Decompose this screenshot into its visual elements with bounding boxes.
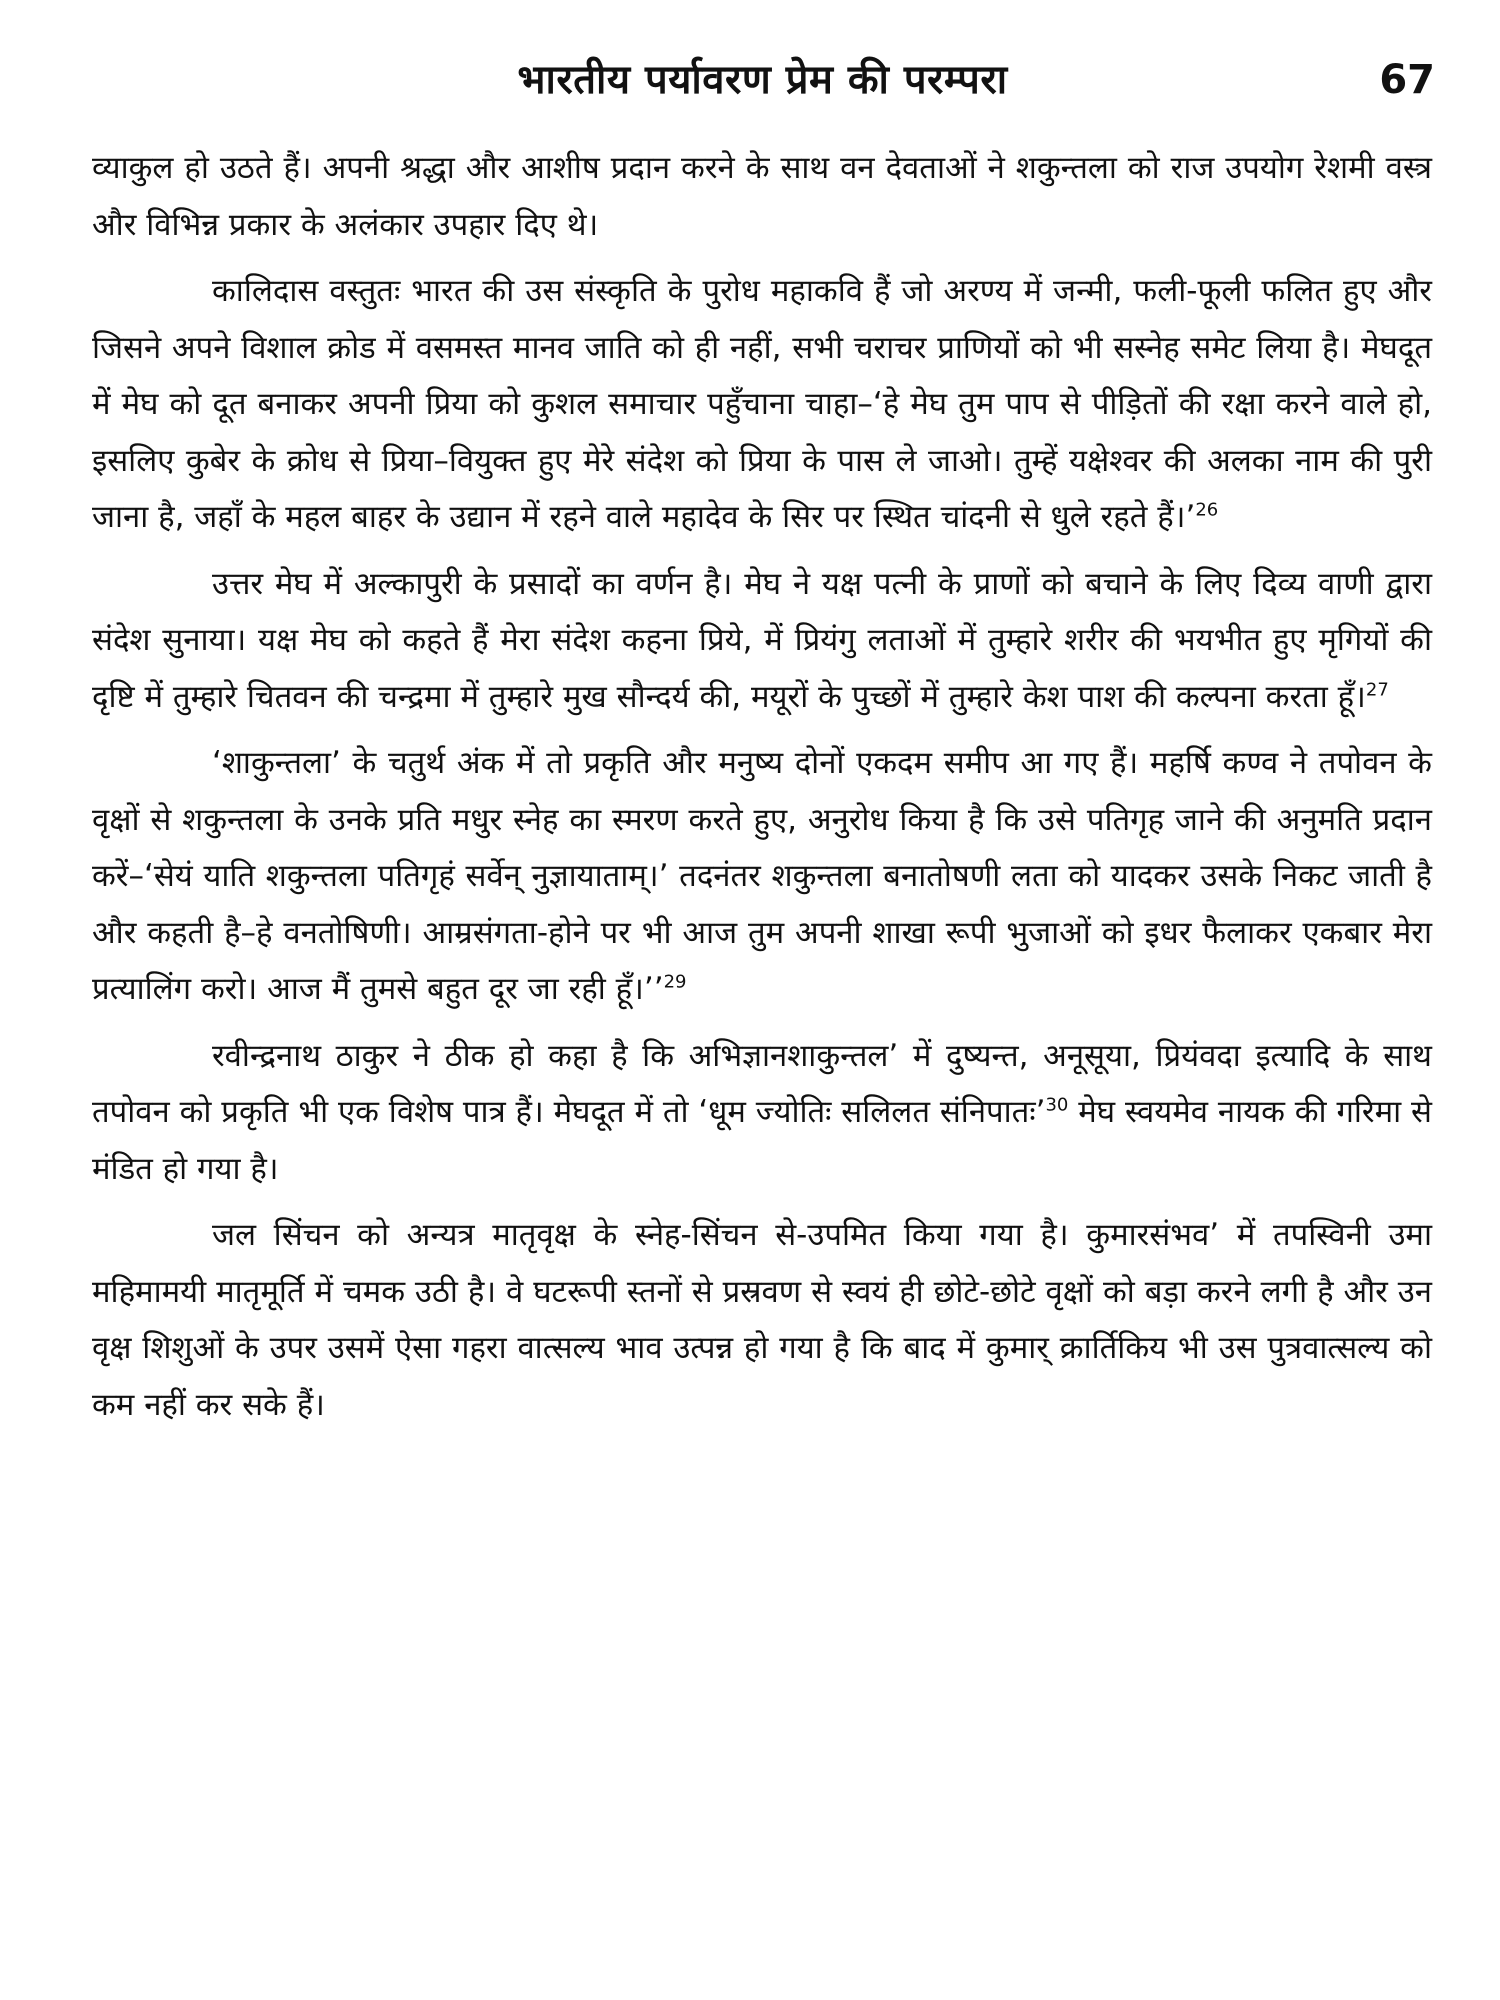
running-title: भारतीय पर्यावरण प्रेम की परम्परा: [517, 57, 1008, 103]
paragraph-1: [92, 140, 1432, 253]
paragraph-text: जल सिंचन को अन्यत्र मातृवृक्ष के स्नेह-सिंचन से-उपमित किया गया है। कुमारसंभव’ में तपस्विनी उमा महिमामयी मातृमूर्ति में चमक उठी है। वे घटरूपी स्तनों से प्रस्रवण से स्वयं ही छोटे-छोटे वृक्षों को बड़ा करने लगी है और उन वृक्ष शिशुओं के उपर उसमें ऐसा गहरा वात्सल्य भाव उत्पन्न हो गया है कि बाद में कुमार् क्रार्तिकिय भी उस पुत्रवात्सल्य को कम नहीं कर सके हैं।: [92, 1217, 1432, 1423]
paragraph-4: [92, 735, 1432, 1018]
footnote-ref-26: 26: [1195, 499, 1219, 521]
footnote-ref-27: 27: [1365, 679, 1389, 701]
paragraph-3: [92, 556, 1432, 726]
footnote-ref-30: 30: [1045, 1094, 1069, 1116]
page-header: [90, 50, 1435, 120]
paragraph-6: [92, 1207, 1432, 1433]
paragraph-text: व्याकुल हो उठते हैं। अपनी श्रद्धा और आशीष प्रदान करने के साथ वन देवताओं ने शकुन्तला को राज उपयोग रेशमी वस्त्र और विभिन्न प्रकार के अलंकार उपहार दिए थे।: [92, 150, 1432, 243]
footnote-ref-29: 29: [663, 971, 687, 993]
body-text: [92, 140, 1432, 1443]
paragraph-text: ‘शाकुन्तला’ के चतुर्थ अंक में तो प्रकृति और मनुष्य दोनों एकदम समीप आ गए हैं। महर्षि कण्व ने तपोवन के वृक्षों से शकुन्तला के उनके प्रति मधुर स्नेह का स्मरण करते हुए, अनुरोध किया है कि उसे पतिगृह जाने की अनुमति प्रदान करें–‘सेयं याति शकुन्तला पतिगृहं सर्वेन् नुज्ञायाताम्।’ तदनंतर शकुन्तला बनातोषणी लता को यादकर उसके निकट जाती है और कहती है–हे वनतोषिणी। आम्रसंगता-होने पर भी आज तुम अपनी शाखा रूपी भुजाओं को इधर फैलाकर एकबार मेरा प्रत्यालिंग करो। आज मैं तुमसे बहुत दूर जा रही हूँ।’’: [92, 745, 1432, 1007]
paragraph-text-continued: मेघ स्वयमेव नायक की गरिमा से मंडित हो गया है।: [92, 1094, 1432, 1187]
paragraph-2: [92, 263, 1432, 546]
paragraph-5: [92, 1028, 1432, 1198]
paragraph-text: रवीन्द्रनाथ ठाकुर ने ठीक हो कहा है कि अभिज्ञानशाकुन्तल’ में दुष्यन्त, अनूसूया, प्रियंवदा इत्यादि के साथ तपोवन को प्रकृति भी एक विशेष पात्र हैं। मेघदूत में तो ‘धूम ज्योतिः सलिलत संनिपातः’: [92, 1037, 1432, 1130]
paragraph-text: उत्तर मेघ में अल्कापुरी के प्रसादों का वर्णन है। मेघ ने यक्ष पत्नी के प्राणों को बचाने के लिए दिव्य वाणी द्वारा संदेश सुनाया। यक्ष मेघ को कहते हैं मेरा संदेश कहना प्रिये, में प्रियंगु लताओं में तुम्हारे शरीर की भयभीत हुए मृगियों की दृष्टि में तुम्हारे चितवन की चन्द्रमा में तुम्हारे मुख सौन्दर्य की, मयूरों के पुच्छों में तुम्हारे केश पाश की कल्पना करता हूँ।: [92, 565, 1432, 715]
page-number: 67: [1379, 57, 1435, 103]
paragraph-text: कालिदास वस्तुतः भारत की उस संस्कृति के पुरोध महाकवि हैं जो अरण्य में जन्मी, फली-फूली फलित हुए और जिसने अपने विशाल क्रोड में वसमस्त मानव जाति को ही नहीं, सभी चराचर प्राणियों को भी सस्नेह समेट लिया है। मेघदूत में मेघ को दूत बनाकर अपनी प्रिया को कुशल समाचार पहुँचाना चाहा–‘हे मेघ तुम पाप से पीड़ितों की रक्षा करने वाले हो, इसलिए कुबेर के क्रोध से प्रिया–वियुक्त हुए मेरे संदेश को प्रिया के पास ले जाओ। तुम्हें यक्षेश्वर की अलका नाम की पुरी जाना है, जहाँ के महल बाहर के उद्यान में रहने वाले महादेव के सिर पर स्थित चांदनी से धुले रहते हैं।’: [92, 273, 1432, 535]
